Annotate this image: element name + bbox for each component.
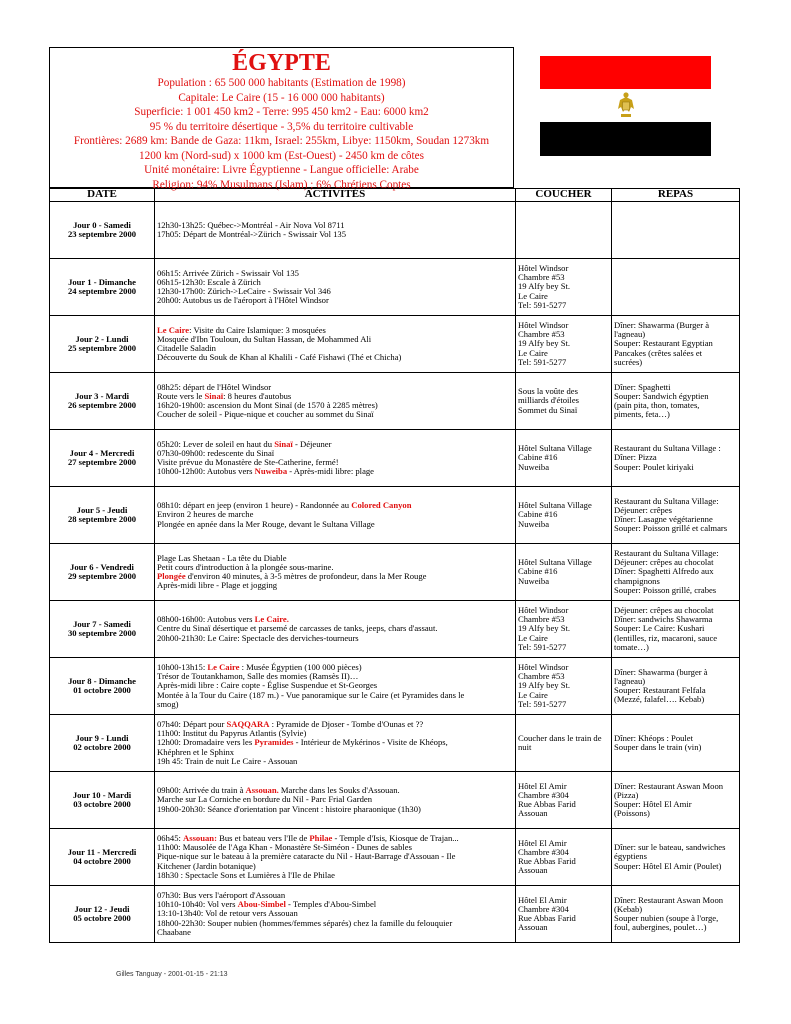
activities-cell <box>155 886 516 943</box>
lodging-line: Assouan <box>518 922 548 933</box>
meal-line: (lentilles, riz, macaroni, sauce <box>614 632 718 643</box>
activity-text: 08h10: départ en jeep (environ 1 heure) - Randonnée au <box>157 500 352 511</box>
day-date: 04 octobre 2000 <box>73 856 131 866</box>
activities-cell <box>155 715 516 772</box>
meal-line: Souper: Poisson grillé, crabes <box>614 584 717 595</box>
activity-text: 12h30-13h25: Québec->Montréal - Air Nova Vol 8711 <box>157 219 345 230</box>
repas-cell <box>612 544 740 601</box>
table-row <box>50 259 740 316</box>
repas-cell <box>612 430 740 487</box>
coucher-cell <box>516 373 612 430</box>
activity-text: Plage Las Shetaan - La tête du Diable <box>157 552 287 563</box>
highlighted-place: Abou-Simbel <box>237 899 286 910</box>
meal-line: l'agneau) <box>614 329 646 340</box>
table-row <box>50 487 740 544</box>
repas-cell <box>612 715 740 772</box>
activity-line <box>157 757 513 766</box>
lodging-line: Hôtel Sultana Village <box>518 557 592 568</box>
activity-text: 18h00-22h30: Souper nubien (hommes/femmes séparés) chez la famille du felouquier <box>157 917 453 928</box>
coucher-cell <box>516 829 612 886</box>
meal-line: Restaurant du Sultana Village: <box>614 547 719 558</box>
meal-line: Restaurant du Sultana Village: <box>614 495 719 506</box>
coucher-cell <box>516 772 612 829</box>
meal-line: (Pizza) <box>614 789 639 800</box>
day-label: Jour 7 - Samedi <box>73 618 131 629</box>
table-row <box>50 829 740 886</box>
religion-line: Religion: 94% Musulmans (Islam) ; 6% Chrétiens Coptes <box>152 178 411 191</box>
activity-text: 09h00: Arrivée du train à <box>157 785 246 796</box>
meal-line: Dîner: Shawarma (burger à <box>614 666 708 677</box>
day-label: Jour 11 - Mercredi <box>67 846 137 857</box>
highlighted-place: Assouan: <box>183 832 217 843</box>
lodging-line: Chambre #53 <box>518 329 565 340</box>
lodging-line: Sommet du Sinaï <box>518 404 578 415</box>
day-date-cell <box>50 715 155 772</box>
activities-cell <box>155 373 516 430</box>
lodging-line: Rue Abbas Farid <box>518 856 576 866</box>
lodging-line: Le Caire <box>518 632 548 643</box>
activity-text: Marche dans les Souks d'Assouan. <box>278 785 400 796</box>
lodging-line: Hôtel Windsor <box>518 661 569 672</box>
activity-text: Plongée en apnée dans la Mer Rouge, devant le Sultana Village <box>157 518 375 529</box>
activity-text: 12h00: Dromadaire vers les <box>157 737 255 748</box>
activities-cell <box>155 316 516 373</box>
lodging-line: Sous la voûte des <box>518 386 578 397</box>
flag-red-band <box>540 56 711 89</box>
day-date: 01 octobre 2000 <box>73 685 131 695</box>
page-title: ÉGYPTE <box>232 50 331 76</box>
activity-line <box>157 691 513 700</box>
table-row <box>50 715 740 772</box>
highlighted-place: Nuweiba <box>254 466 288 477</box>
activities-cell <box>155 487 516 544</box>
activities-cell <box>155 544 516 601</box>
day-date-cell <box>50 259 155 316</box>
activity-text: Khéphren et le Sphinx <box>157 746 235 757</box>
day-label: Jour 0 - Samedi <box>73 219 131 230</box>
activity-text: 13:10-13h40: Vol de retour vers Assouan <box>157 908 298 919</box>
highlighted-place: Sinaï <box>204 390 224 401</box>
activity-line <box>157 928 513 937</box>
lodging-line: milliards d'étoiles <box>518 395 579 406</box>
activity-text: 07h30: Bus vers l'aéroport d'Assouan <box>157 889 286 900</box>
day-date-cell <box>50 430 155 487</box>
borders-line: Frontières: 2689 km: Bande de Gaza: 11km, Israel: 255km, Libye: 1150km, Soudan 1273km <box>73 135 490 147</box>
day-date: 26 septembre 2000 <box>67 400 137 410</box>
coucher-cell <box>516 544 612 601</box>
activity-text: 20h00: Autobus us de l'aéroport à l'Hôtel Windsor <box>157 295 329 306</box>
column-header-date: DATE <box>50 189 155 202</box>
table-row <box>50 658 740 715</box>
table-row <box>50 601 740 658</box>
lodging-line: Chambre #53 <box>518 272 565 283</box>
day-date-cell <box>50 202 155 259</box>
activity-text: d'environ 40 minutes, à 3-5 mètres de profondeur, dans la Mer Rouge <box>185 571 427 581</box>
lodging-line: Hôtel Sultana Village <box>518 500 592 511</box>
repas-cell <box>612 487 740 544</box>
lodging-line: Hôtel Sultana Village <box>518 443 592 454</box>
activity-line <box>157 520 513 529</box>
day-label: Jour 3 - Mardi <box>74 390 130 401</box>
activity-line <box>157 805 513 814</box>
activity-text: 06h15-12h30: Escale à Zürich <box>157 276 261 287</box>
lodging-line: Nuweiba <box>518 461 550 472</box>
activity-text: Visite prévue du Monastère de Ste-Catherine, fermé! <box>157 457 339 467</box>
day-date-cell <box>50 601 155 658</box>
meal-line: tomate…) <box>614 641 649 652</box>
activity-text: - Intérieur de Mykérinos - Visite de Khéops, <box>293 737 448 748</box>
activities-cell <box>155 202 516 259</box>
coucher-cell <box>516 430 612 487</box>
activity-text: Montée à la Tour du Caire (187 m.) - Vue panoramique sur le Caire (et Pyramides dans le <box>157 689 465 700</box>
lodging-line: Chambre #53 <box>518 671 565 682</box>
day-date-cell <box>50 829 155 886</box>
meal-line: foul, aubergines, poulet…) <box>614 922 707 933</box>
activity-text: Environ 2 heures de marche <box>157 509 254 520</box>
capital-line: Capitale: Le Caire (15 - 16 000 000 habitants) <box>178 91 385 104</box>
table-row <box>50 202 740 259</box>
lodging-line: Nuweiba <box>518 575 550 586</box>
highlighted-place: Plongée <box>157 571 186 581</box>
eagle-of-saladin-icon <box>617 90 635 120</box>
meal-line: champignons <box>614 575 660 586</box>
table-row <box>50 772 740 829</box>
lodging-line: 19 Alfy bey St. <box>518 623 571 634</box>
lodging-line: Chambre #304 <box>518 789 569 800</box>
coucher-cell <box>516 259 612 316</box>
coucher-cell <box>516 601 612 658</box>
lodging-line: Cabine #16 <box>518 509 558 520</box>
meal-line: Dîner: sur le bateau, sandwiches <box>614 842 726 853</box>
meal-line: Restaurant du Sultana Village : <box>614 443 721 454</box>
activities-cell <box>155 829 516 886</box>
activity-text: Mosquée d'Ibn Touloun, du Sultan Hassan, de Mohammed Ali <box>157 333 372 344</box>
activity-text: : Pyramide de Djoser - Tombe d'Ounas et ?? <box>269 718 424 729</box>
meal-line: Souper dans le train (vin) <box>614 742 702 752</box>
meal-line: égyptiens <box>614 851 647 862</box>
repas-cell <box>612 259 740 316</box>
meal-line: Souper: Sandwich égyptien <box>614 390 709 401</box>
day-date-cell <box>50 658 155 715</box>
lodging-line: Nuweiba <box>518 518 550 529</box>
activity-text: Kitchener (Jardin botanique) <box>157 860 256 871</box>
day-date: 23 septembre 2000 <box>67 229 137 239</box>
footer-author-date: Gilles Tanguay - 2001-01-15 - 21:13 <box>116 971 228 978</box>
meal-line: (Mezzé, falafel…. Kebab) <box>614 694 705 705</box>
lodging-line: Cabine #16 <box>518 452 558 463</box>
meal-line: sucrées) <box>614 356 643 367</box>
day-label: Jour 12 - Jeudi <box>74 903 130 914</box>
day-date: 03 octobre 2000 <box>73 799 131 809</box>
activity-text: 06h45: <box>157 832 184 843</box>
activity-text: - Temples d'Abou-Simbel <box>285 899 377 910</box>
activity-text: : 8 heures d'autobus <box>223 390 292 401</box>
lodging-line: Chambre #304 <box>518 903 569 914</box>
coucher-cell <box>516 658 612 715</box>
activities-cell <box>155 601 516 658</box>
activity-text: 06h15: Arrivée Zürich - Swissair Vol 135 <box>157 267 299 278</box>
activities-cell <box>155 772 516 829</box>
meal-line: Dîner: Khéops : Poulet <box>614 732 694 743</box>
currency-line: Unité monétaire: Livre Égyptienne - Langue officielle: Arabe <box>144 164 419 176</box>
meal-line: Souper: Poisson grillé et calmars <box>614 523 728 534</box>
day-date-cell <box>50 886 155 943</box>
activity-text: 08h25: départ de l'Hôtel Windsor <box>157 381 272 392</box>
day-date-cell <box>50 544 155 601</box>
area-line: Superficie: 1 001 450 km2 - Terre: 995 450 km2 - Eau: 6000 km2 <box>134 106 429 118</box>
activity-line <box>157 353 513 362</box>
day-label: Jour 6 - Vendredi <box>70 561 134 572</box>
highlighted-place: Philae <box>309 832 333 843</box>
meal-line: Souper: Restaurant Felfala <box>614 685 706 695</box>
meal-line: Déjeuner: crêpes au chocolat <box>614 557 714 568</box>
activity-line <box>157 581 513 590</box>
day-date-cell <box>50 487 155 544</box>
meal-line: l'agneau) <box>614 675 646 686</box>
activity-text: Découverte du Souk de Khan al Khalili - Café Fishawi (Thé et Chicha) <box>157 352 402 363</box>
activity-text: 17h05: Départ de Montréal->Zürich - Swissair Vol 135 <box>157 229 347 239</box>
meal-line: Dîner: Spaghetti Alfredo aux <box>614 566 714 577</box>
meal-line: Souper: Hôtel El Amir (Poulet) <box>614 860 722 871</box>
day-date-cell <box>50 373 155 430</box>
population-line: Population : 65 500 000 habitants (Estimation de 1998) <box>157 77 406 89</box>
highlighted-place: SAQQARA <box>226 718 270 729</box>
activity-text: 10h10-10h40: Vol vers <box>157 899 238 910</box>
activity-text: Coucher de soleil - Pique-nique et coucher au sommet du Sinaï <box>157 409 374 420</box>
meal-line: Déjeuner: crêpes au chocolat <box>614 604 714 615</box>
activity-text: 11h00: Institut du Papyrus Atlantis (Sylvie) <box>157 728 307 739</box>
lodging-line: Rue Abbas Farid <box>518 913 576 923</box>
flag-black-band <box>540 122 711 156</box>
lodging-line: Hôtel Windsor <box>518 262 569 273</box>
lodging-line: Assouan <box>518 865 548 876</box>
day-date: 28 septembre 2000 <box>67 514 137 524</box>
repas-cell <box>612 373 740 430</box>
lodging-line: 19 Alfy bey St. <box>518 338 571 349</box>
lodging-line: Coucher dans le train de <box>518 732 602 743</box>
activity-text: 07h30-09h00: redescente du Sinaï <box>157 447 275 458</box>
activity-text: Route vers le <box>157 390 205 401</box>
meal-line: Pancakes (crêtes salées et <box>614 347 703 358</box>
repas-cell <box>612 202 740 259</box>
lodging-line: Chambre #304 <box>518 846 569 857</box>
activity-line <box>157 410 513 419</box>
activity-text: Après-midi libre - Plage et jogging <box>157 580 278 591</box>
repas-cell <box>612 658 740 715</box>
activity-line <box>157 871 513 880</box>
repas-cell <box>612 886 740 943</box>
activity-text: 10h00-13h15: <box>157 661 208 672</box>
meal-line: Souper: Restaurant Egyptian <box>614 338 713 349</box>
meal-line: (pain pita, thon, tomates, <box>614 400 700 410</box>
itinerary-table <box>49 188 740 943</box>
activity-text: Chaabane <box>157 926 191 937</box>
table-row <box>50 373 740 430</box>
meal-line: Dîner: Spaghetti <box>614 381 671 392</box>
highlighted-place: Le Caire <box>207 661 240 672</box>
table-row <box>50 886 740 943</box>
day-date: 24 septembre 2000 <box>67 286 137 296</box>
activity-line <box>157 467 513 476</box>
day-date: 02 octobre 2000 <box>73 742 131 752</box>
lodging-line: Le Caire <box>518 347 548 358</box>
day-label: Jour 8 - Dimanche <box>68 675 136 686</box>
activity-text: smog) <box>157 698 179 709</box>
day-date: 30 septembre 2000 <box>67 628 137 638</box>
lodging-line: Hôtel Windsor <box>518 319 569 330</box>
lodging-line: Hôtel El Amir <box>518 780 567 791</box>
meal-line: Dîner: Lasagne végétarienne <box>614 514 713 524</box>
day-label: Jour 1 - Dimanche <box>68 276 136 287</box>
highlighted-place: Le Caire <box>157 324 190 335</box>
day-label: Jour 5 - Jeudi <box>76 504 128 515</box>
lodging-line: nuit <box>518 742 532 752</box>
table-row <box>50 316 740 373</box>
activity-text: : Visite du Caire Islamique: 3 mosquées <box>189 324 326 335</box>
lodging-line: Assouan <box>518 808 548 819</box>
meal-line: Souper: Hôtel El Amir <box>614 799 692 809</box>
activity-text: - Temple d'Isis, Kiosque de Trajan... <box>332 832 459 843</box>
lodging-line: Rue Abbas Farid <box>518 799 576 809</box>
meal-line: Dîner: sandwichs Shawarma <box>614 614 713 625</box>
lodging-line: 19 Alfy bey St. <box>518 680 571 691</box>
lodging-line: Tel: 591-5277 <box>518 641 567 652</box>
day-date: 29 septembre 2000 <box>67 571 137 581</box>
activity-text: Bus et bateau vers l'Ile de <box>216 832 310 843</box>
day-date: 05 octobre 2000 <box>73 913 131 923</box>
lodging-line: Tel: 591-5277 <box>518 356 567 367</box>
highlighted-place: Sinaï <box>274 438 293 449</box>
activity-text: - Déjeuner <box>292 438 332 449</box>
activity-text: 18h30 : Spectacle Sons et Lumières à l'Ile de Philae <box>157 869 335 880</box>
day-date: 25 septembre 2000 <box>67 343 137 353</box>
activity-line <box>157 296 513 305</box>
meal-line: piments, feta…) <box>614 409 670 420</box>
activity-text: 20h00-21h30: Le Caire: Spectacle des derviches-tourneurs <box>157 632 359 643</box>
coucher-cell <box>516 487 612 544</box>
activity-text: 08h00-16h00: Autobus vers <box>157 614 255 625</box>
lodging-line: Chambre #53 <box>518 614 565 625</box>
meal-line: Dîner: Shawarma (Burger à <box>614 319 710 330</box>
column-header-activities: ACTIVITÉS <box>155 189 516 202</box>
table-row <box>50 430 740 487</box>
lodging-line: Cabine #16 <box>518 566 558 577</box>
day-date: 27 septembre 2000 <box>67 457 137 467</box>
coucher-cell <box>516 886 612 943</box>
day-label: Jour 9 - Lundi <box>75 732 129 743</box>
day-label: Jour 10 - Mardi <box>72 789 132 800</box>
activity-text: 11h00: Mausolée de l'Aga Khan - Monastère St-Siméon - Dunes de sables <box>157 842 412 853</box>
meal-line: Dîner: Restaurant Aswan Moon <box>614 780 724 791</box>
meal-line: Dîner: Pizza <box>614 452 657 463</box>
lodging-line: Tel: 591-5277 <box>518 299 567 310</box>
meal-line: Souper: Poulet kiriyaki <box>614 461 694 472</box>
lodging-line: Le Caire <box>518 689 548 700</box>
highlighted-place: Pyramides <box>254 737 294 748</box>
activity-text: Petit cours d'introduction à la plongée sous-marine. <box>157 561 334 572</box>
activity-text: 05h20: Lever de soleil en haut du <box>157 438 275 449</box>
day-label: Jour 4 - Mercredi <box>69 447 135 458</box>
highlighted-place: Le Caire. <box>254 614 289 625</box>
activity-line <box>157 700 513 709</box>
activity-text: 10h00-12h00: Autobus vers <box>157 466 255 477</box>
meal-line: (Poissons) <box>614 808 650 819</box>
activity-text: 19h 45: Train de nuit Le Caire - Assouan <box>157 755 298 766</box>
activity-text: - Après-midi libre: plage <box>287 466 374 477</box>
column-header-repas: REPAS <box>612 189 740 202</box>
activity-text: Marche sur La Corniche en bordure du Nil - Parc Frial Garden <box>157 794 373 805</box>
repas-cell <box>612 772 740 829</box>
lodging-line: Hôtel El Amir <box>518 894 567 905</box>
activities-cell <box>155 658 516 715</box>
territory-line: 95 % du territoire désertique - 3,5% du territoire cultivable <box>149 120 414 133</box>
coucher-cell <box>516 202 612 259</box>
meal-line: Déjeuner: crêpes <box>614 504 672 515</box>
lodging-line: Tel: 591-5277 <box>518 698 567 709</box>
activity-text: 07h40: Départ pour <box>157 718 227 729</box>
coucher-cell <box>516 715 612 772</box>
table-header-row <box>50 189 740 202</box>
activity-line <box>157 919 513 928</box>
activity-text: Citadelle Saladin <box>157 343 216 353</box>
country-header <box>49 47 514 191</box>
meal-line: (Kebab) <box>614 903 643 914</box>
dimensions-line: 1200 km (Nord-sud) x 1000 km (Est-Ouest) - 2450 km de côtes <box>139 149 424 162</box>
activity-text: Trésor de Toutankhamon, Salle des momies (Ramsès II)… <box>157 671 359 682</box>
day-label: Jour 2 - Lundi <box>75 333 129 344</box>
activity-text: Pique-nique sur le bateau à la première cataracte du Nil - Haut-Barrage d'Assouan - Ile <box>157 851 456 862</box>
coucher-cell <box>516 316 612 373</box>
lodging-line: Hôtel El Amir <box>518 837 567 848</box>
activity-text: 12h30-17h00: Zürich->LeCaire - Swissair Vol 346 <box>157 286 331 296</box>
day-date-cell <box>50 316 155 373</box>
activities-cell <box>155 259 516 316</box>
highlighted-place: Assouan. <box>245 785 279 796</box>
repas-cell <box>612 601 740 658</box>
lodging-line: Hôtel Windsor <box>518 604 569 615</box>
meal-line: Dîner: Restaurant Aswan Moon <box>614 894 724 905</box>
activity-text: 19h00-20h30: Séance d'orientation par Vincent : histoire pharaonique (1h30) <box>157 803 421 814</box>
lodging-line: 19 Alfy bey St. <box>518 281 571 292</box>
activity-line <box>157 634 513 643</box>
activity-text: : Musée Égyptien (100 000 pièces) <box>239 661 362 672</box>
meal-line: Souper: Le Caire: Kushari <box>614 623 705 634</box>
activities-cell <box>155 430 516 487</box>
column-header-coucher: COUCHER <box>516 189 612 202</box>
table-row <box>50 544 740 601</box>
highlighted-place: Colored Canyon <box>351 500 412 511</box>
lodging-line: Le Caire <box>518 290 548 301</box>
repas-cell <box>612 316 740 373</box>
activity-text: 16h20-19h00: ascension du Mont Sinaï (de 1570 à 2285 mètres) <box>157 400 378 410</box>
day-date-cell <box>50 772 155 829</box>
meal-line: Souper nubien (soupe à l'orge, <box>614 913 719 923</box>
activity-text: Centre du Sinaï désertique et parsemé de carcasses de tanks, jeeps, chars d'assaut. <box>157 623 438 634</box>
repas-cell <box>612 829 740 886</box>
activity-text: Après-midi libre : Caire copte - Église Suspendue et St-Georges <box>157 680 378 691</box>
activity-line <box>157 230 513 239</box>
